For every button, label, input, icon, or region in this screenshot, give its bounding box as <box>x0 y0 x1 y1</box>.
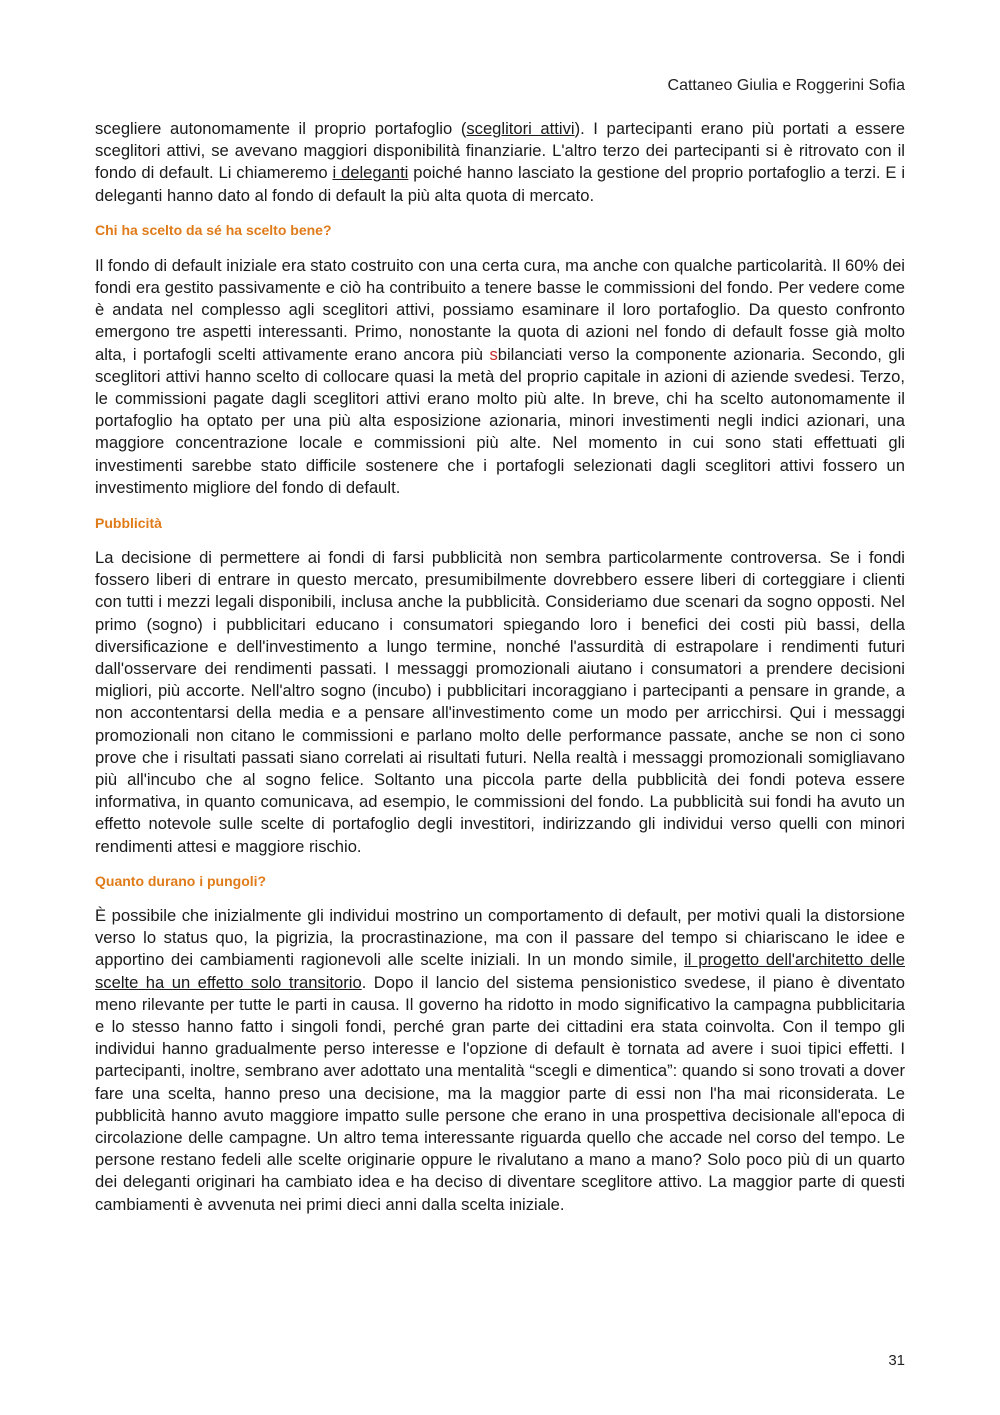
underlined-phrase-effetto-transitorio: il progetto dell'architetto delle scelte ha un effetto solo transitorio <box>95 950 905 992</box>
text-run: ). I partecipanti erano più portati a essere sceglitori attivi, se avevano maggiori disponibilità finanziarie. L'altro terzo dei partecipanti si è ritrovato con il fondo di default. Li chiameremo <box>95 119 905 183</box>
paragraph-pungoli <box>95 905 905 1216</box>
text-run: Il fondo di default iniziale era stato costruito con una certa cura, ma anche con qualche particolarità. Il 60% dei fondi era gestito passivamente e ciò ha contribuito a tenere basse le commissioni del fondo. Per vedere come è andata nel complesso agli sceglitori attivi, possiamo esaminare il loro portafoglio. Da questo confronto emergono tre aspetti interessanti. Primo, nonostante la quota di azioni nel fondo di default fosse già molto alta, i portafogli scelti attivamente erano ancora più <box>95 255 905 364</box>
underlined-term-sceglitori-attivi: sceglitori attivi <box>466 119 575 138</box>
paragraph-chi-ha-scelto <box>95 255 905 499</box>
page-header-authors: Cattaneo Giulia e Roggerini Sofia <box>667 77 905 94</box>
page-number: 31 <box>888 1352 905 1369</box>
text-run: È possibile che inizialmente gli individui mostrino un comportamento di default, per motivi quali la distorsione verso lo status quo, la pigrizia, la procrastinazione, ma con il passare del tempo si chiariscano le idee e apportino dei cambiamenti ragionevoli alle scelte iniziali. In un mondo simile, <box>95 905 905 970</box>
text-run: poiché hanno lasciato la gestione del proprio portafoglio a terzi. E i deleganti hanno dato al fondo di default la più alta quota di mercato. <box>95 163 906 205</box>
text-run: scegliere autonomamente il proprio portafoglio ( <box>95 119 467 138</box>
section-heading-pungoli: Quanto durano i pungoli? <box>95 872 267 889</box>
text-run: bilanciati verso la componente azionaria. Secondo, gli sceglitori attivi hanno scelto di collocare quasi la metà del proprio capitale in azioni di aziende svedesi. Terzo, le commissioni pagate dagli sceglitori attivi erano molto più alte. In breve, chi ha scelto autonomamente il portafoglio ha optato per una più alta esposizione azionaria, minori investimenti negli indici azionari, una maggiore concentrazione locale e commissioni più alte. Nel momento in cui sono stati effettuati gli investimenti sarebbe stato difficile sostenere che i portafogli selezionati dagli sceglitori attivi fossero un investimento migliore del fondo di default. <box>95 344 905 497</box>
highlighted-letter: s <box>489 344 498 364</box>
section-heading-pubblicita: Pubblicità <box>95 515 162 532</box>
underlined-term-deleganti: i deleganti <box>332 163 409 183</box>
page-content <box>95 118 905 1216</box>
paragraph-pubblicita: La decisione di permettere ai fondi di farsi pubblicità non sembra particolarmente controversa. Se i fondi fossero liberi di entrare in questo mercato, presumibilmente dovrebbero essere liberi di corteggiare i clienti con tutti i mezzi legali disponibili, inclusa anche la pubblicità. Consideriamo due scenari da sogno opposti. Nel primo (sogno) i pubblicitari educano i consumatori spiegando loro i benefici dei costi più bassi, della diversificazione e dell'investimento a lungo termine, nonché l'assurdità di estrapolare i rendimenti futuri dall'osservare dei rendimenti passati. I messaggi promozionali aiutano i consumatori a prendere decisioni migliori, più accorte. Nell'altro sogno (incubo) i pubblicitari incoraggiano i partecipanti a pensare in grande, a non accontentarsi della media e a pensare all'investimento come un modo per arricchirsi. Qui i messaggi promozionali non citano le commissioni e parlano molto delle performance passate, anche se non ci sono prove che i risultati passati siano correlati ai risultati futuri. Nella realtà i messaggi promozionali somigliavano più all'incubo che al sogno felice. Soltanto una piccola parte della pubblicità dei fondi poteva essere informativa, in quanto comunicava, ad esempio, le commissioni del fondo. La pubblicità sui fondi ha avuto un effetto notevole sulle scelte di portafoglio degli investitori, indirizzando gli individui verso quelli con minori rendimenti attesi e maggiore rischio. <box>95 548 905 856</box>
paragraph-intro <box>95 118 905 207</box>
section-heading-chi-ha-scelto: Chi ha scelto da sé ha scelto bene? <box>95 221 332 238</box>
text-run: . Dopo il lancio del sistema pensionistico svedese, il piano è diventato meno rilevante per tutte le parti in causa. Il governo ha ridotto in modo significativo la campagna pubblicitaria e lo stesso hanno fatto i singoli fondi, perché gran parte dei cittadini era stata coinvolta. Con il tempo gli individui hanno gradualmente perso interesse e l'opzione di default è tornata ad avere i suoi tipici effetti. I partecipanti, inoltre, sembrano aver adottato una mentalità “scegli e dimentica”: quando si sono trovati a dover fare una scelta, hanno preso una decisione, ma la maggior parte di essi non l'ha mai riconsiderata. Le pubblicità hanno avuto maggiore impatto sulle persone che erano in una prospettiva decisionale all'epoca di circolazione delle campagne. Un altro tema interessante riguarda quello che accade nel corso del tempo. Le persone restano fedeli alle scelte originarie oppure le rivalutano a mano a mano? Solo poco più di un quarto dei deleganti originari ha cambiato idea e ha deciso di diventare sceglitore attivo. La maggior parte di questi cambiamenti è avvenuta nei primi dieci anni dalla scelta iniziale. <box>95 972 905 1214</box>
